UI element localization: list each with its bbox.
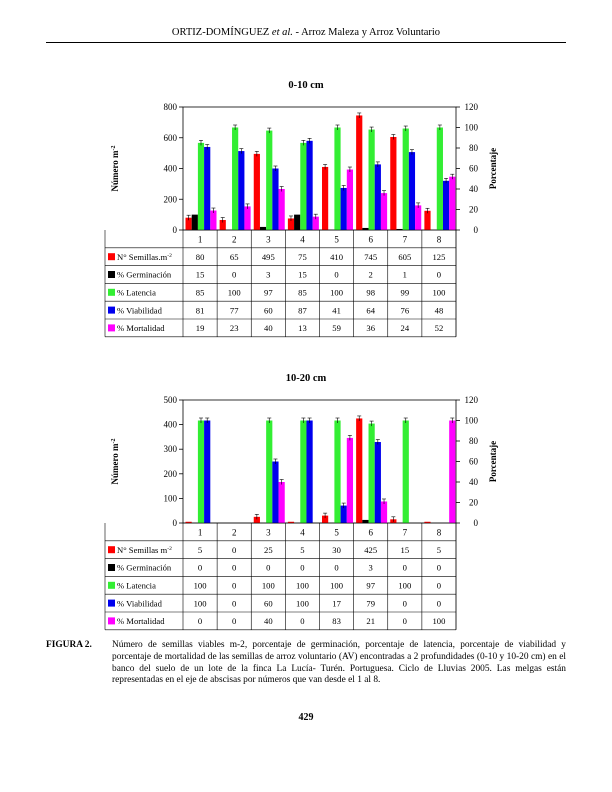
bar-viabilidad xyxy=(443,181,449,230)
legend-label-mortalidad: % Mortalidad xyxy=(117,616,165,627)
table-cell: 0 xyxy=(436,269,442,280)
table-cell: 0 xyxy=(300,616,305,627)
table-cell: 3 xyxy=(266,269,271,280)
bar-mortalidad xyxy=(347,438,353,523)
table-cell: 60 xyxy=(264,305,273,316)
legend-label-germinacion: % Germinación xyxy=(117,269,172,280)
bar-viabilidad xyxy=(375,164,381,230)
bar-latencia xyxy=(437,128,443,231)
x-tick-label: 4 xyxy=(300,527,305,538)
legend-swatch-latencia xyxy=(108,289,115,296)
bar-mortalidad xyxy=(381,501,387,523)
table-cell: 98 xyxy=(366,287,375,298)
bar-mortalidad xyxy=(279,482,285,523)
legend-label-viabilidad: % Viabilidad xyxy=(117,305,162,316)
y-tick-label: 800 xyxy=(163,102,177,112)
table-cell: 15 xyxy=(400,544,410,555)
x-tick-label: 2 xyxy=(231,527,237,538)
table-cell: 0 xyxy=(436,580,442,591)
table-cell: 100 xyxy=(432,287,446,298)
y-tick-label: 100 xyxy=(163,493,177,504)
table-cell: 100 xyxy=(398,580,412,591)
table-cell: 100 xyxy=(227,287,241,298)
table-cell: 125 xyxy=(432,251,446,262)
bar-semillas xyxy=(356,115,362,230)
table-cell: 410 xyxy=(330,251,344,262)
table-cell: 0 xyxy=(232,616,237,627)
x-tick-label: 8 xyxy=(436,527,442,538)
table-cell: 19 xyxy=(195,323,205,334)
table-cell: 21 xyxy=(366,616,375,627)
legend-swatch-viabilidad xyxy=(108,600,115,607)
table-cell: 30 xyxy=(332,544,341,555)
bar-latencia xyxy=(300,143,306,230)
table-cell: 79 xyxy=(366,598,375,609)
y-tick-label: 400 xyxy=(163,419,177,430)
x-tick-label: 6 xyxy=(368,234,373,245)
bar-mortalidad xyxy=(415,205,421,230)
table-cell: 0 xyxy=(232,562,237,573)
table-cell: 85 xyxy=(195,287,205,298)
x-tick-label: 7 xyxy=(402,527,408,538)
bar-latencia xyxy=(369,130,375,230)
table-cell: 5 xyxy=(436,544,442,555)
bar-latencia xyxy=(403,129,409,230)
y-tick-label: 400 xyxy=(163,163,177,174)
y2-tick-label: 60 xyxy=(469,456,478,467)
bar-semillas xyxy=(356,418,362,523)
legend-label-semillas: N° $Semillas.m^{-2}$ xyxy=(117,251,172,262)
legend-swatch-semillas xyxy=(108,253,115,260)
legend-label-sup: -2 xyxy=(167,545,172,552)
x-tick-label: 3 xyxy=(266,234,271,245)
table-cell: 0 xyxy=(232,269,237,280)
table-cell: 65 xyxy=(229,251,239,262)
y2-tick-label: 80 xyxy=(469,436,478,446)
table-cell: 0 xyxy=(436,562,442,573)
bar-latencia xyxy=(403,421,409,524)
table-cell: 0 xyxy=(334,562,339,573)
bar-latencia xyxy=(232,128,238,231)
bar-mortalidad xyxy=(381,193,387,230)
y2-tick-label: 120 xyxy=(464,102,478,112)
y-axis-label-sup: -2 xyxy=(111,438,117,444)
table-cell: 24 xyxy=(400,323,410,334)
legend-swatch-semillas xyxy=(108,546,115,553)
y2-tick-label: 100 xyxy=(464,122,478,133)
bar-mortalidad xyxy=(279,189,285,230)
bar-viabilidad xyxy=(272,462,278,524)
table-cell: 5 xyxy=(197,544,203,555)
legend-label-semillas: N° Semillas $m^{-2}$ xyxy=(117,544,172,555)
legend-swatch-germinacion xyxy=(108,564,115,571)
table-cell: 64 xyxy=(366,305,375,316)
table-cell: 99 xyxy=(400,287,410,298)
y-tick-label: 200 xyxy=(163,468,177,479)
bar-germinacion xyxy=(362,228,368,230)
x-tick-label: 6 xyxy=(368,527,373,538)
bar-viabilidad xyxy=(238,151,244,230)
y2-tick-label: 60 xyxy=(469,163,478,174)
y-tick-label: 200 xyxy=(163,194,177,205)
legend-label-viabilidad: % Viabilidad xyxy=(117,598,162,609)
table-cell: 605 xyxy=(398,251,412,262)
bar-semillas xyxy=(424,211,430,230)
bar-semillas xyxy=(254,154,260,230)
bar-semillas xyxy=(390,137,396,230)
bar-latencia xyxy=(266,131,272,230)
y2-tick-label: 40 xyxy=(469,477,478,487)
bar-germinacion xyxy=(260,227,266,230)
bar-latencia xyxy=(266,421,272,524)
table-cell: 745 xyxy=(364,251,378,262)
table-cell: 25 xyxy=(264,544,273,555)
table-cell: 48 xyxy=(434,305,444,316)
header-etal: et al. xyxy=(271,27,293,38)
page-number: 429 xyxy=(298,712,314,723)
table-cell: 13 xyxy=(298,323,307,334)
table-cell: 75 xyxy=(298,251,307,262)
y2-tick-label: 40 xyxy=(469,184,478,194)
table-cell: 15 xyxy=(298,269,307,280)
table-cell: 0 xyxy=(436,598,442,609)
bar-mortalidad xyxy=(449,177,455,230)
x-tick-label: 8 xyxy=(436,234,442,245)
table-cell: 23 xyxy=(229,323,239,334)
table-cell: 495 xyxy=(261,251,275,262)
legend-label-germinacion: % Germinación xyxy=(117,562,172,573)
bar-latencia xyxy=(198,421,204,524)
y2-tick-label: 100 xyxy=(464,415,478,426)
bar-semillas xyxy=(322,167,328,230)
table-cell: 40 xyxy=(264,616,273,627)
table-cell: 100 xyxy=(193,598,207,609)
y2-axis-label: Porcentaje xyxy=(488,440,498,483)
legend-label-latencia: % Latencia xyxy=(117,287,156,298)
running-header xyxy=(0,27,612,38)
bar-viabilidad xyxy=(306,141,312,230)
x-tick-label: 2 xyxy=(231,234,237,245)
legend-swatch-viabilidad xyxy=(108,307,115,314)
bar-germinacion xyxy=(192,215,198,230)
table-cell: 0 xyxy=(402,598,407,609)
legend-label-sup: -2 xyxy=(167,252,172,259)
chart-title-1: 0-10 cm xyxy=(288,80,324,91)
bar-mortalidad xyxy=(210,211,216,230)
table-cell: 0 xyxy=(300,562,305,573)
x-tick-label: 5 xyxy=(334,234,339,245)
bar-latencia xyxy=(300,421,306,524)
bar-germinacion xyxy=(362,520,368,523)
table-cell: 40 xyxy=(264,323,273,334)
legend-label-latencia: % Latencia xyxy=(117,580,156,591)
table-cell: 425 xyxy=(364,544,378,555)
bar-mortalidad xyxy=(449,421,455,524)
bar-latencia xyxy=(369,424,375,523)
y2-tick-label: 0 xyxy=(473,225,478,235)
chart-title-2: 10-20 cm xyxy=(285,373,327,384)
header-rule xyxy=(46,42,566,43)
bar-viabilidad xyxy=(306,421,312,524)
header-rest: - Arroz Maleza y Arroz Voluntario xyxy=(292,27,441,38)
table-cell: 0 xyxy=(232,598,237,609)
table-cell: 0 xyxy=(266,562,271,573)
table-cell: 97 xyxy=(264,287,273,298)
bar-latencia xyxy=(334,421,340,524)
table-cell: 60 xyxy=(264,598,273,609)
table-cell: 100 xyxy=(295,598,309,609)
chart-10-20cm xyxy=(0,388,612,633)
bar-mortalidad xyxy=(347,170,353,230)
legend-swatch-germinacion xyxy=(108,271,115,278)
y-tick-label: 600 xyxy=(163,132,177,143)
bar-viabilidad xyxy=(341,506,347,523)
table-cell: 76 xyxy=(400,305,410,316)
legend-label-mortalidad: % Mortalidad xyxy=(117,323,165,334)
table-cell: 52 xyxy=(434,323,444,334)
table-cell: 5 xyxy=(300,544,305,555)
bar-viabilidad xyxy=(272,169,278,231)
table-cell: 80 xyxy=(195,251,205,262)
bar-viabilidad xyxy=(204,147,210,230)
table-cell: 17 xyxy=(332,598,341,609)
table-cell: 3 xyxy=(368,562,373,573)
table-cell: 100 xyxy=(261,580,275,591)
x-tick-label: 3 xyxy=(266,527,271,538)
y-axis-label: Número $m^{-2}$ xyxy=(110,145,120,192)
table-cell: 87 xyxy=(298,305,307,316)
table-cell: 100 xyxy=(330,580,344,591)
y-tick-label: 0 xyxy=(172,225,177,235)
table-cell: 1 xyxy=(402,269,407,280)
y2-tick-label: 120 xyxy=(464,395,478,405)
x-tick-label: 1 xyxy=(197,527,203,538)
chart-0-10cm xyxy=(0,95,612,340)
table-cell: 97 xyxy=(366,580,375,591)
y2-tick-label: 20 xyxy=(469,497,478,508)
y-tick-label: 300 xyxy=(163,444,177,455)
y2-tick-label: 20 xyxy=(469,204,478,215)
table-cell: 100 xyxy=(330,287,344,298)
table-cell: 100 xyxy=(295,580,309,591)
y2-tick-label: 80 xyxy=(469,143,478,153)
table-cell: 83 xyxy=(332,616,341,627)
y2-axis-label: Porcentaje xyxy=(488,147,498,190)
x-tick-label: 1 xyxy=(197,234,203,245)
table-cell: 36 xyxy=(366,323,375,334)
bar-viabilidad xyxy=(341,188,347,230)
table-cell: 41 xyxy=(332,305,341,316)
table-cell: 100 xyxy=(193,580,207,591)
table-cell: 59 xyxy=(332,323,341,334)
bar-viabilidad xyxy=(375,442,381,523)
table-cell: 0 xyxy=(197,562,203,573)
bar-viabilidad xyxy=(204,421,210,524)
table-cell: 0 xyxy=(232,580,237,591)
y-tick-label: 0 xyxy=(172,518,177,528)
bar-mortalidad xyxy=(244,206,250,230)
table-cell: 0 xyxy=(197,616,203,627)
table-cell: 81 xyxy=(195,305,205,316)
y-axis-label: Número $m^{-2}$ xyxy=(110,438,120,485)
x-tick-label: 4 xyxy=(300,234,305,245)
table-cell: 0 xyxy=(334,269,339,280)
table-cell: 77 xyxy=(229,305,239,316)
bar-viabilidad xyxy=(409,152,415,230)
table-cell: 100 xyxy=(432,616,446,627)
table-cell: 0 xyxy=(402,616,407,627)
header-authors: ORTIZ-DOMÍNGUEZ xyxy=(171,27,270,38)
x-tick-label: 5 xyxy=(334,527,339,538)
table-cell: 2 xyxy=(368,269,373,280)
table-cell: 0 xyxy=(232,544,237,555)
bar-latencia xyxy=(198,143,204,230)
table-cell: 0 xyxy=(402,562,407,573)
caption-label: FIGURA 2. xyxy=(46,640,92,650)
y-tick-label: 500 xyxy=(163,395,177,405)
y-axis-label-sup: -2 xyxy=(111,145,117,151)
bar-germinacion xyxy=(294,215,300,230)
caption-text: Número de semillas viables m-2, porcentaje de germinación, porcentaje de latencia, porcentaje de viabilidad y porcentaje de mortalidad de las semillas de arroz voluntario (AV) encontradas a 2 profundidades (0-10 y 10-20 cm) en el banco del suelo de un lote de la finca La Lucía- Turén. Portuguesa. Ciclo de Lluvias 2005. Las melgas están representadas en el eje de abscisas por números que van desde el 1 al 8. xyxy=(112,640,566,686)
legend-swatch-mortalidad xyxy=(108,617,115,624)
legend-swatch-latencia xyxy=(108,582,115,589)
x-tick-label: 7 xyxy=(402,234,408,245)
plot-area xyxy=(183,400,456,523)
table-cell: 85 xyxy=(298,287,307,298)
y2-tick-label: 0 xyxy=(473,518,478,528)
legend-swatch-mortalidad xyxy=(108,324,115,331)
table-cell: 15 xyxy=(195,269,205,280)
bar-latencia xyxy=(334,128,340,231)
